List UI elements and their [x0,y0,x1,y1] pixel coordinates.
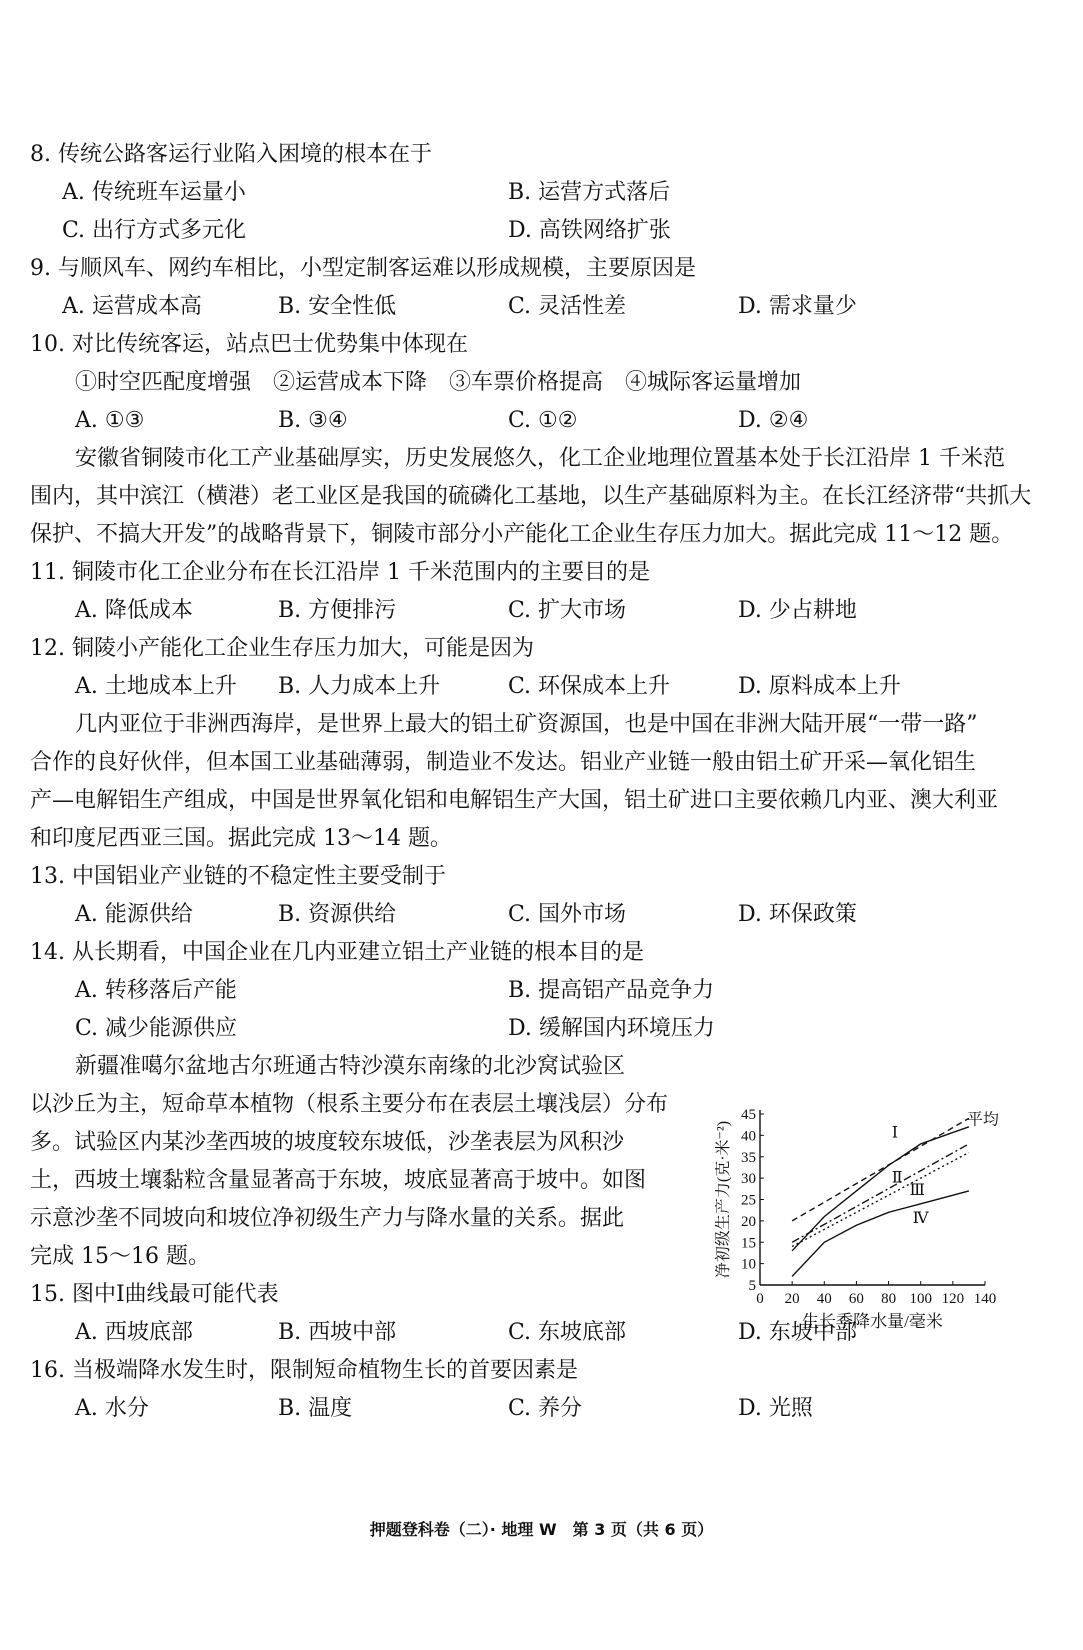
question-15-stem: 15. 图中Ⅰ曲线最可能代表 [30,1282,279,1307]
question-9-stem: 9. 与顺风车、网约车相比，小型定制客运难以形成规模，主要原因是 [30,256,696,281]
question-13-stem: 13. 中国铝业产业链的不稳定性主要受制于 [30,864,446,889]
q8-option-b: B. 运营方式落后 [508,180,671,205]
passage-2-line-1: 几内亚位于非洲西海岸，是世界上最大的铝土矿资源国，也是中国在非洲大陆开展“一带一路” [75,712,978,737]
passage-1-line-2: 围内，其中滨江（横港）老工业区是我国的硫磷化工基地，以生产基础原料为主。在长江经济带“共抓大 [30,484,1032,509]
q15-option-d: D. 东坡中部 [738,1320,857,1345]
x-tick-label: 40 [816,1291,832,1307]
question-10-stem: 10. 对比传统客运，站点巴士优势集中体现在 [30,332,468,357]
q10-option-a: A. ①③ [75,408,145,433]
q12-option-c: C. 环保成本上升 [508,674,671,699]
passage-2-line-3: 产—电解铝生产组成，中国是世界氧化铝和电解铝生产大国，铝土矿进口主要依赖几内亚、澳大利亚 [30,788,999,813]
y-tick-label: 40 [741,1128,756,1145]
q15-option-a: A. 西坡底部 [75,1320,193,1345]
q10-option-b: B. ③④ [278,408,348,433]
q8-option-c: C. 出行方式多元化 [62,218,247,243]
q13-option-a: A. 能源供给 [75,902,193,927]
y-tick-label: 30 [741,1171,756,1188]
series-line-0 [792,1118,969,1221]
q13-option-b: B. 资源供给 [278,902,397,927]
page-footer: 押题登科卷（二）· 地理 W 第 3 页（共 6 页） [369,1520,714,1539]
series-label-iii: Ⅲ [909,1182,925,1200]
passage-3-line-4: 土，西坡土壤黏粒含量显著高于东坡，坡底显著高于坡中。如图 [30,1168,647,1193]
x-tick-label: 60 [848,1291,864,1307]
q10-option-d: D. ②④ [738,408,809,433]
npp-precipitation-chart [715,1100,1065,1340]
q14-option-d: D. 缓解国内环境压力 [508,1016,715,1041]
q15-option-b: B. 西坡中部 [278,1320,397,1345]
q15-option-c: C. 东坡底部 [508,1320,627,1345]
passage-2-line-2: 合作的良好伙伴，但本国工业基础薄弱，制造业不发达。铝业产业链一般由铝土矿开采—氧化铝生 [30,750,977,775]
q14-option-a: A. 转移落后产能 [75,978,237,1003]
passage-2-line-4: 和印度尼西亚三国。据此完成 13～14 题。 [30,826,452,851]
q13-option-c: C. 国外市场 [508,902,627,927]
passage-1-line-3: 保护、不搞大开发”的战略背景下，铜陵市部分小产能化工企业生存压力加大。据此完成 11～12 题。 [30,522,1014,547]
x-tick-label: 20 [784,1291,800,1307]
x-tick-label: 100 [909,1291,932,1307]
q9-option-a: A. 运营成本高 [62,294,202,319]
q13-option-d: D. 环保政策 [738,902,857,927]
series-label-ii: Ⅱ [891,1169,903,1187]
q9-option-b: B. 安全性低 [278,294,397,319]
series-line-3 [792,1153,969,1247]
passage-3-line-3: 多。试验区内某沙垄西坡的坡度较东坡低，沙垄表层为风积沙 [30,1130,625,1155]
q16-option-c: C. 养分 [508,1396,583,1421]
q16-option-a: A. 水分 [75,1396,149,1421]
x-tick-label: 0 [756,1291,764,1307]
q11-option-b: B. 方便排污 [278,598,397,623]
question-16-stem: 16. 当极端降水发生时，限制短命植物生长的首要因素是 [30,1358,578,1383]
y-axis-label: 净初级生产力(克·米⁻²) [715,1120,732,1279]
q10-items: ①时空匹配度增强 ②运营成本下降 ③车票价格提高 ④城际客运量增加 [75,370,802,395]
question-11-stem: 11. 铜陵市化工企业分布在长江沿岸 1 千米范围内的主要目的是 [30,560,650,585]
q12-option-a: A. 土地成本上升 [75,674,237,699]
q8-option-d: D. 高铁网络扩张 [508,218,671,243]
passage-3-line-5: 示意沙垄不同坡向和坡位净初级生产力与降水量的关系。据此 [30,1206,625,1231]
passage-3-line-1: 新疆准噶尔盆地古尔班通古特沙漠东南缘的北沙窝试验区 [75,1054,626,1079]
q9-option-d: D. 需求量少 [738,294,857,319]
q11-option-d: D. 少占耕地 [738,598,857,623]
y-tick-label: 10 [741,1256,756,1273]
y-tick-label: 5 [748,1278,756,1294]
question-14-stem: 14. 从长期看，中国企业在几内亚建立铝土产业链的根本目的是 [30,940,644,965]
y-tick-label: 25 [741,1192,756,1209]
series-label-average: 平均 [966,1111,999,1129]
question-12-stem: 12. 铜陵小产能化工企业生存压力加大，可能是因为 [30,636,534,661]
q9-option-c: C. 灵活性差 [508,294,627,319]
q16-option-d: D. 光照 [738,1396,813,1421]
question-8-stem: 8. 传统公路客运行业陷入困境的根本在于 [30,142,432,167]
series-label-i: Ⅰ [891,1124,899,1142]
q12-option-d: D. 原料成本上升 [738,674,901,699]
q12-option-b: B. 人力成本上升 [278,674,441,699]
q10-option-c: C. ①② [508,408,578,433]
series-line-4 [792,1191,969,1277]
y-tick-label: 15 [741,1235,756,1252]
q14-option-c: C. 减少能源供应 [75,1016,238,1041]
x-tick-label: 80 [881,1291,897,1307]
q11-option-a: A. 降低成本 [75,598,193,623]
x-axis-label: 生长季降水量/毫米 [802,1312,943,1331]
q16-option-b: B. 温度 [278,1396,353,1421]
x-tick-label: 120 [941,1291,965,1307]
y-tick-label: 45 [741,1107,756,1123]
q8-option-a: A. 传统班车运量小 [62,180,246,205]
passage-3-line-2: 以沙丘为主，短命草本植物（根系主要分布在表层土壤浅层）分布 [30,1092,669,1117]
y-tick-label: 35 [741,1149,756,1166]
y-tick-label: 20 [741,1213,756,1230]
series-label-iv: Ⅳ [912,1210,929,1228]
chart-svg [715,1100,1065,1340]
passage-1-line-1: 安徽省铜陵市化工产业基础厚实，历史发展悠久，化工企业地理位置基本处于长江沿岸 1 千米范 [75,446,1005,471]
x-tick-label: 140 [973,1291,997,1307]
q14-option-b: B. 提高铝产品竞争力 [508,978,715,1003]
series-line-2 [792,1144,969,1242]
passage-3-line-6: 完成 15～16 题。 [30,1244,210,1269]
q11-option-c: C. 扩大市场 [508,598,627,623]
